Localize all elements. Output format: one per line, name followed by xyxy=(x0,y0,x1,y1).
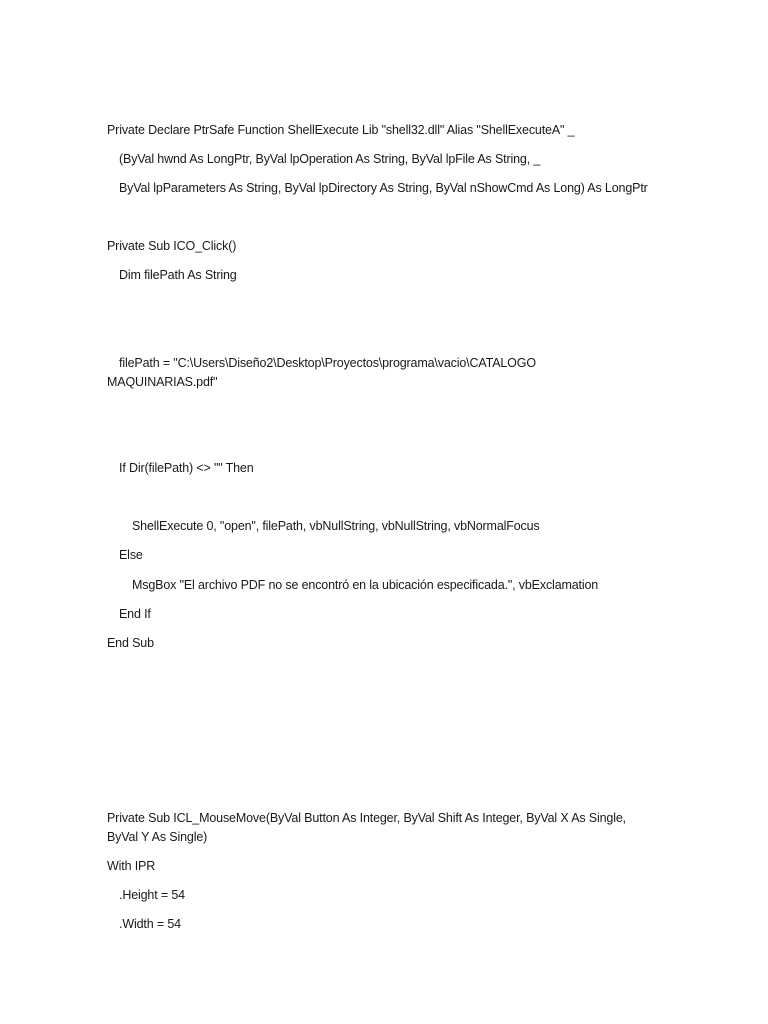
code-line: (ByVal hwnd As LongPtr, ByVal lpOperation As String, ByVal lpFile As String, _ xyxy=(119,152,541,166)
code-line: If Dir(filePath) <> "" Then xyxy=(119,461,254,475)
code-line: With IPR xyxy=(107,859,156,873)
code-line: Else xyxy=(119,548,143,562)
code-line: Private Sub ICO_Click() xyxy=(107,239,237,253)
code-line: filePath = "C:\Users\Diseño2\Desktop\Proyectos\programa\vacio\CATALOGO xyxy=(119,356,536,370)
code-line: Private Declare PtrSafe Function ShellExecute Lib "shell32.dll" Alias "ShellExecuteA" _ xyxy=(107,123,575,137)
code-line: MAQUINARIAS.pdf" xyxy=(107,375,218,389)
code-line: Dim filePath As String xyxy=(119,268,237,282)
code-line: ByVal lpParameters As String, ByVal lpDirectory As String, ByVal nShowCmd As Long) As LongPtr xyxy=(119,181,648,195)
code-line: Private Sub ICL_MouseMove(ByVal Button As Integer, ByVal Shift As Integer, ByVal X As Single, xyxy=(107,811,626,825)
code-line: .Height = 54 xyxy=(119,888,185,902)
code-line: ByVal Y As Single) xyxy=(107,830,208,844)
code-line: End If xyxy=(119,607,151,621)
code-line: ShellExecute 0, "open", filePath, vbNullString, vbNullString, vbNormalFocus xyxy=(132,519,540,533)
code-line: MsgBox "El archivo PDF no se encontró en la ubicación especificada.", vbExclamation xyxy=(132,578,599,592)
code-line: .Width = 54 xyxy=(119,917,181,931)
code-line: End Sub xyxy=(107,636,154,650)
